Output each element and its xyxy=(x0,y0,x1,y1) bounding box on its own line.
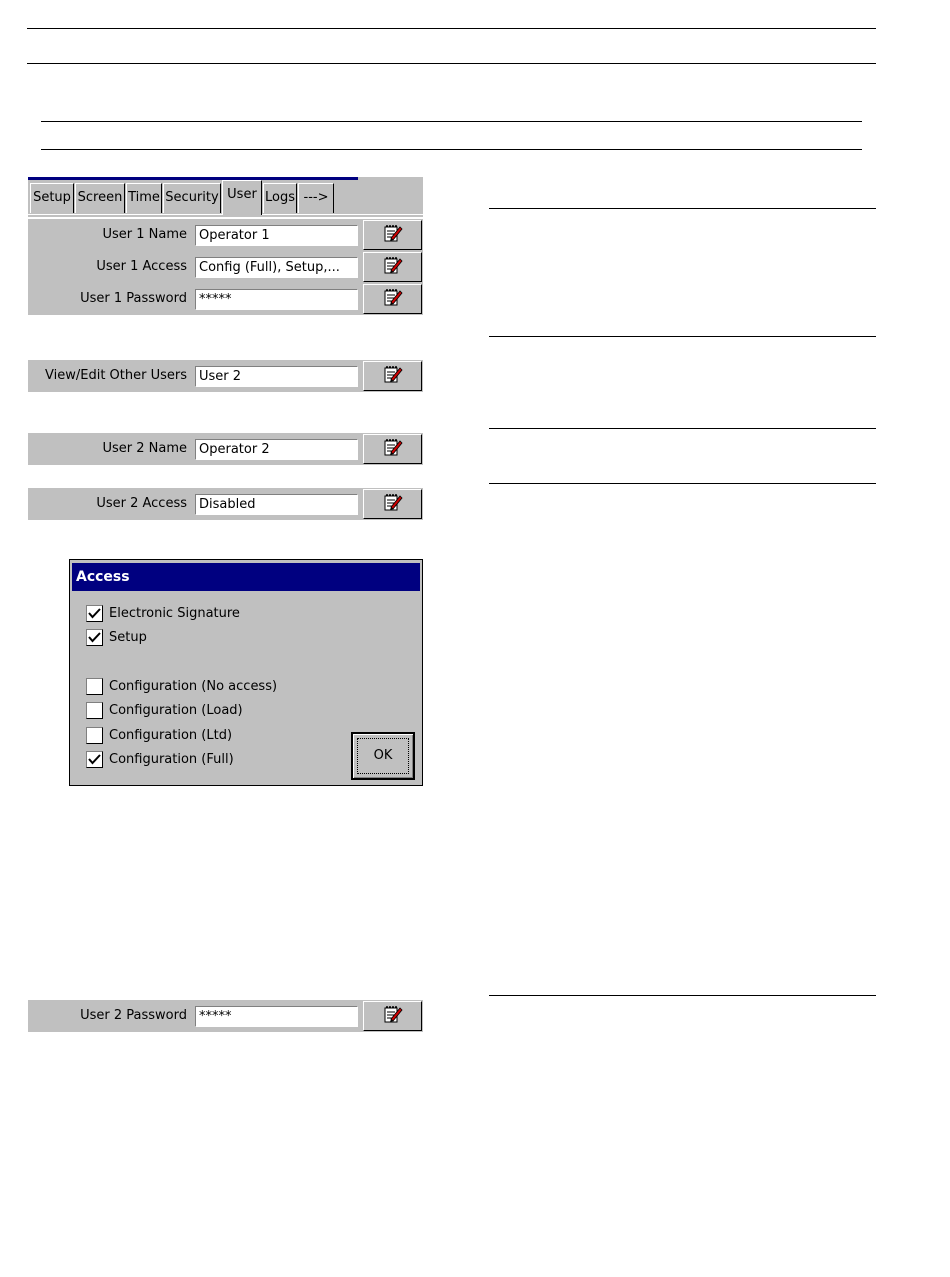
edit-icon xyxy=(383,1004,403,1028)
tab-screen[interactable]: Screen xyxy=(75,183,125,213)
checkbox-box[interactable] xyxy=(86,678,103,695)
user2-password-label: User 2 Password xyxy=(80,1008,187,1023)
right-column-rule-3 xyxy=(489,428,876,429)
edit-icon xyxy=(383,364,403,388)
right-column-rule-4 xyxy=(489,483,876,484)
user1-password-row xyxy=(28,283,423,315)
ok-button-label: OK xyxy=(373,748,393,763)
checkbox-label: Electronic Signature xyxy=(109,606,240,621)
right-column-rule-1 xyxy=(489,208,876,209)
user1-access-label: User 1 Access xyxy=(96,259,187,274)
user1-password-label: User 1 Password xyxy=(80,291,187,306)
tab-user[interactable]: User xyxy=(222,180,262,215)
user2-name-row xyxy=(28,433,423,465)
tab-bar-stripe xyxy=(28,177,358,180)
checkmark-icon xyxy=(87,634,102,649)
user1-access-row xyxy=(28,251,423,283)
checkbox-box[interactable] xyxy=(86,702,103,719)
tab-more[interactable]: ---> xyxy=(298,183,334,213)
tab-security[interactable]: Security xyxy=(163,183,221,213)
tab-time[interactable]: Time xyxy=(126,183,162,213)
user2-access-label: User 2 Access xyxy=(96,496,187,511)
checkbox-label: Configuration (Load) xyxy=(109,703,243,718)
checkbox-label: Configuration (Ltd) xyxy=(109,728,233,743)
edit-button[interactable] xyxy=(363,220,422,250)
access-dialog xyxy=(69,559,423,786)
edit-button[interactable] xyxy=(363,1001,422,1031)
user2-access-field[interactable]: Disabled xyxy=(195,494,358,515)
checkmark-icon xyxy=(87,756,102,771)
header-rule-bottom xyxy=(27,63,876,64)
checkbox-label: Setup xyxy=(109,630,147,645)
checkbox-box[interactable] xyxy=(86,629,103,646)
edit-button[interactable] xyxy=(363,361,422,391)
tab-bar xyxy=(28,177,423,217)
other-users-label: View/Edit Other Users xyxy=(45,368,187,383)
edit-button[interactable] xyxy=(363,489,422,519)
checkbox-box[interactable] xyxy=(86,605,103,622)
header-rule-top xyxy=(27,28,876,29)
checkbox-label: Configuration (No access) xyxy=(109,679,278,694)
user1-password-field[interactable]: ***** xyxy=(195,289,358,310)
user1-access-field[interactable]: Config (Full), Setup,... xyxy=(195,257,358,278)
section-rule-top xyxy=(41,121,862,122)
tab-logs[interactable]: Logs xyxy=(263,183,297,213)
ok-button[interactable] xyxy=(351,732,415,780)
edit-button[interactable] xyxy=(363,284,422,314)
edit-button[interactable] xyxy=(363,434,422,464)
other-users-field[interactable]: User 2 xyxy=(195,366,358,387)
edit-icon xyxy=(383,255,403,279)
user1-name-label: User 1 Name xyxy=(102,227,187,242)
user2-access-row xyxy=(28,488,423,520)
checkbox-label: Configuration (Full) xyxy=(109,752,234,767)
edit-icon xyxy=(383,287,403,311)
user2-password-field[interactable]: ***** xyxy=(195,1006,358,1027)
edit-button[interactable] xyxy=(363,252,422,282)
right-column-rule-2 xyxy=(489,336,876,337)
user2-name-field[interactable]: Operator 2 xyxy=(195,439,358,460)
user2-password-row xyxy=(28,1000,423,1032)
access-dialog-title: Access xyxy=(72,563,420,591)
right-column-rule-5 xyxy=(489,995,876,996)
user1-name-row xyxy=(28,219,423,251)
section-rule-bottom xyxy=(41,149,862,150)
user1-name-field[interactable]: Operator 1 xyxy=(195,225,358,246)
checkbox-box[interactable] xyxy=(86,727,103,744)
edit-icon xyxy=(383,492,403,516)
edit-icon xyxy=(383,223,403,247)
user2-name-label: User 2 Name xyxy=(102,441,187,456)
other-users-row xyxy=(28,360,423,392)
checkmark-icon xyxy=(87,610,102,625)
edit-icon xyxy=(383,437,403,461)
tab-setup[interactable]: Setup xyxy=(30,183,74,213)
checkbox-box[interactable] xyxy=(86,751,103,768)
